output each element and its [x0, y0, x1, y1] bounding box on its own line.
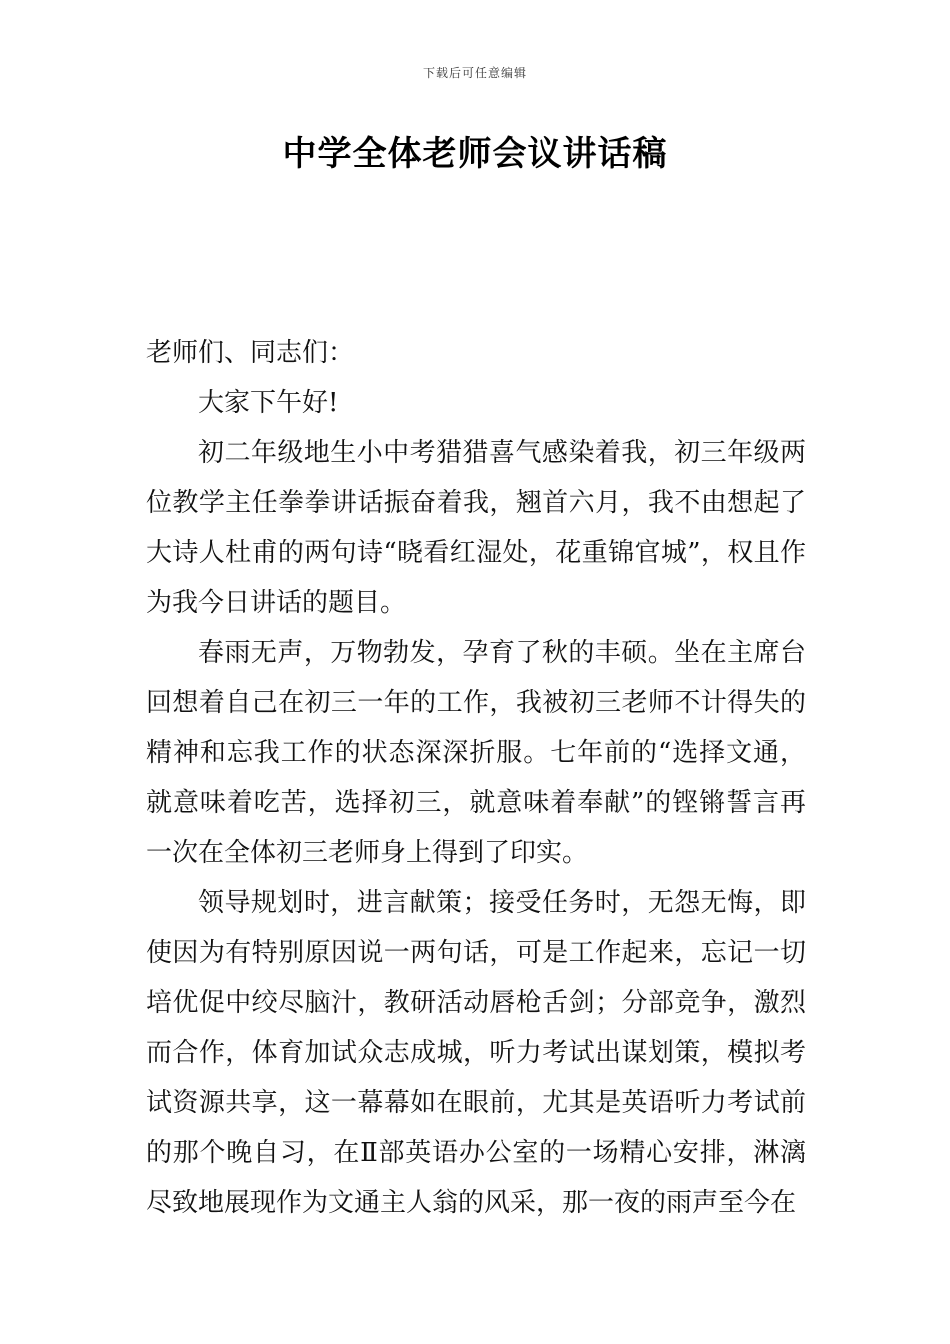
paragraph-greeting: 大家下午好! — [198, 388, 339, 418]
paragraph-intro: 初二年级地生小中考猎猎喜气感染着我，初三年级两位教学主任拳拳讲话振奋着我，翘首六月，我不由想起了大诗人杜甫的两句诗“晓看红湿处，花重锦官城”，权且作为我今日讲话的题目。 — [146, 438, 806, 618]
paragraph-reflection: 春雨无声，万物勃发，孕育了秋的丰硕。坐在主席台回想着自己在初三一年的工作，我被初三老师不计得失的精神和忘我工作的状态深深折服。七年前的“选择文通，就意味着吃苦，选择初三，就意味着奉献”的铿锵誓言再一次在全体初三老师身上得到了印实。 — [146, 638, 806, 868]
paragraph-work: 领导规划时，进言献策；接受任务时，无怨无悔，即使因为有特别原因说一两句话，可是工作起来，忘记一切培优促中绞尽脑汁，教研活动唇枪舌剑；分部竞争，激烈而合作，体育加试众志成城，听力考试出谋划策，模拟考试资源共享，这一幕幕如在眼前，尤其是英语听力考试前的那个晚自习，在Ⅱ部英语办公室的一场精心安排，淋漓尽致地展现作为文通主人翁的风采，那一夜的雨声至今在 — [146, 888, 806, 1218]
salutation: 老师们、同志们： — [146, 338, 355, 368]
page-title: 中学全体老师会议讲话稿 — [282, 134, 668, 174]
document-body — [146, 328, 806, 1228]
header-note: 下载后可任意编辑 — [422, 66, 527, 80]
